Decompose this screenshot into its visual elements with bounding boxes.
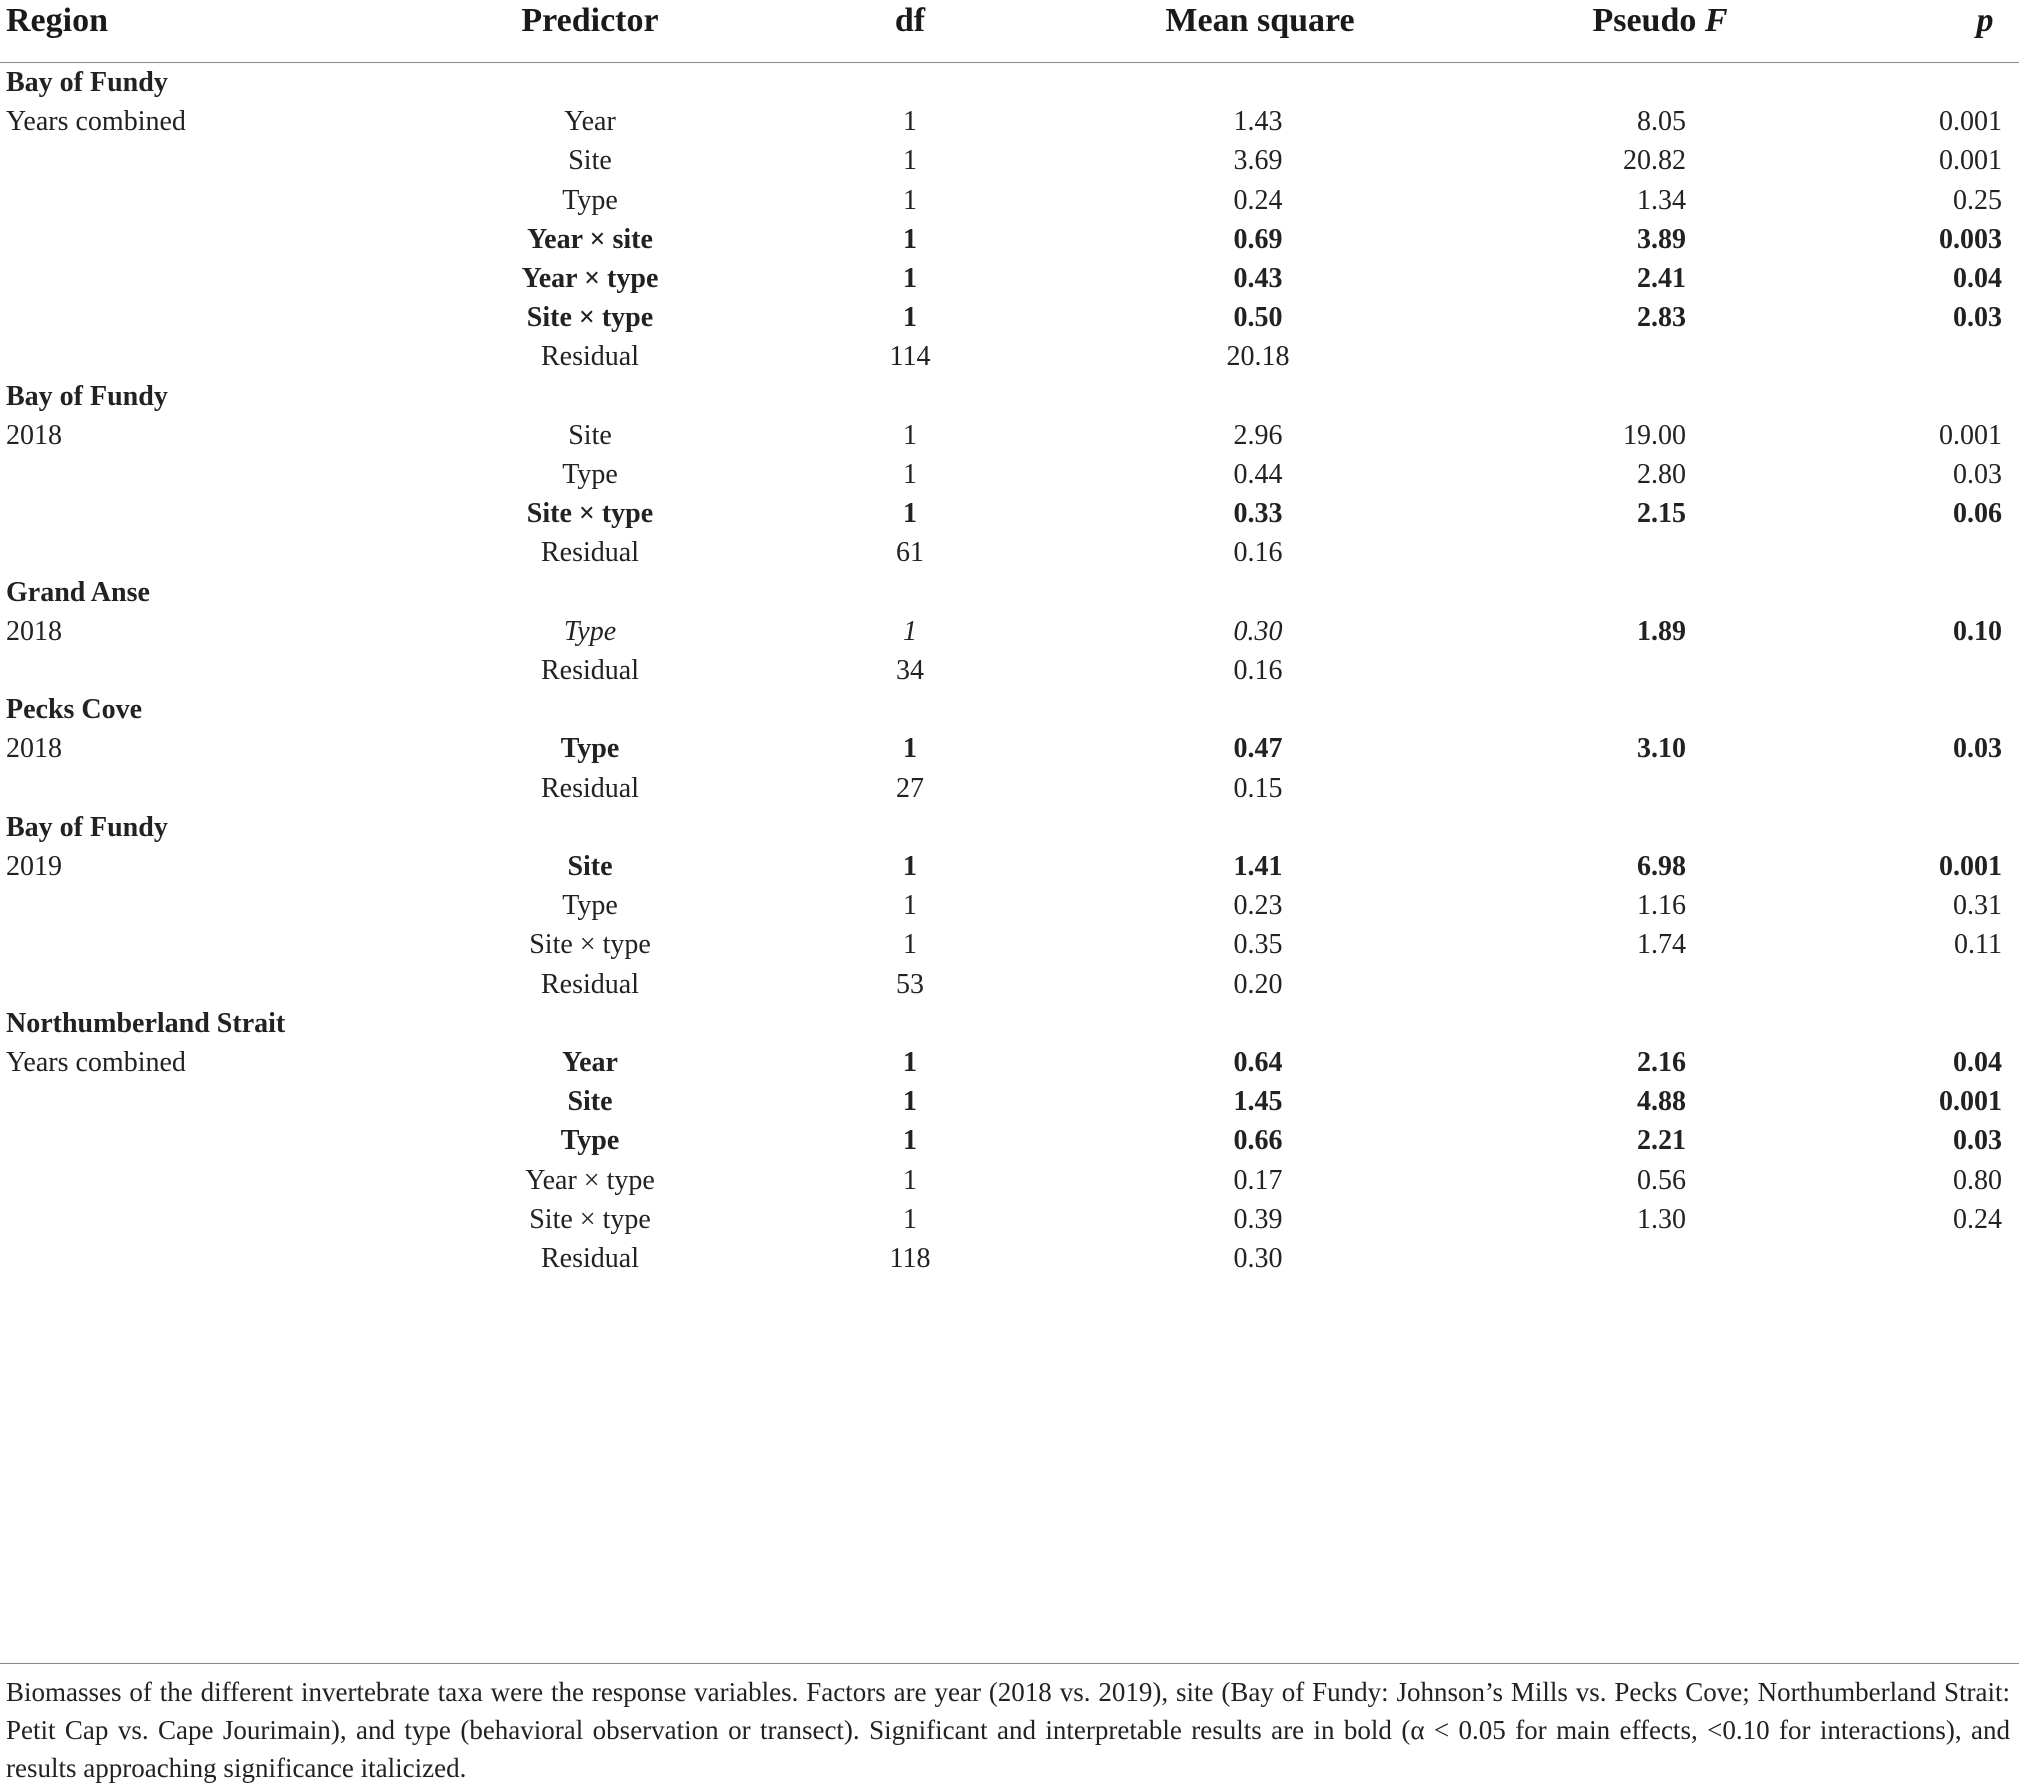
header-p: p (1976, 2, 1994, 39)
predictor-cell: Type (560, 1125, 620, 1157)
p-value-cell: 0.001 (1939, 1086, 2002, 1118)
p-value-cell: 0.06 (1953, 498, 2002, 530)
mean-square-cell: 0.47 (1233, 733, 1283, 765)
region-title: Bay of Fundy (6, 380, 168, 412)
table-footnote: Biomasses of the different invertebrate taxa were the response variables. Factors are year (2018 vs. 2019), site (Bay of Fundy: Johnson’s Mills vs. Pecks Cove; Northumberland Strait: Petit Cap vs. Cape Jourimain), and type (behavioral observation or transect). Significant and interpretable results are in bold (α < 0.05 for main effects, <0.10 for interactions), and results approaching significance italicized. (6, 1677, 2010, 1783)
p-value-cell: 0.001 (1939, 106, 2002, 138)
df-cell: 34 (896, 655, 924, 686)
df-cell: 1 (903, 263, 917, 294)
predictor-cell: Site (568, 419, 612, 451)
mean-square-cell: 0.16 (1233, 655, 1283, 686)
df-cell: 1 (903, 302, 917, 334)
pseudo-f-cell: 2.15 (1637, 498, 1686, 530)
df-cell: 1 (903, 459, 917, 490)
predictor-cell: Year × type (525, 1164, 655, 1196)
predictor-cell: Residual (541, 968, 639, 1000)
df-cell: 1 (903, 184, 917, 216)
mean-square-cell: 0.43 (1233, 263, 1283, 294)
pseudo-f-cell: 1.16 (1637, 890, 1686, 922)
predictor-cell: Year (564, 106, 616, 138)
df-cell: 1 (903, 929, 917, 961)
df-cell: 1 (903, 615, 917, 647)
p-value-cell: 0.10 (1953, 615, 2002, 647)
mean-square-cell: 1.43 (1233, 106, 1283, 138)
header-mean-square: Mean square (1165, 2, 1355, 39)
region-title: Pecks Cove (6, 694, 143, 726)
header-df: df (894, 2, 926, 39)
p-value-cell: 0.03 (1953, 302, 2002, 334)
pseudo-f-cell: 6.98 (1637, 851, 1686, 882)
df-cell: 1 (903, 106, 917, 138)
region-title: Bay of Fundy (6, 67, 168, 98)
p-value-cell: 0.001 (1939, 851, 2002, 882)
mean-square-cell: 0.44 (1233, 459, 1283, 490)
predictor-cell: Year × type (521, 263, 659, 294)
mean-square-cell: 0.23 (1233, 890, 1283, 922)
predictor-cell: Site × type (526, 498, 654, 530)
df-cell: 1 (903, 890, 917, 922)
p-value-cell: 0.25 (1953, 184, 2002, 216)
region-title: Northumberland Strait (6, 1007, 286, 1039)
row-label: Years combined (6, 106, 186, 138)
pseudo-f-cell: 8.05 (1637, 106, 1686, 138)
p-value-cell: 0.31 (1953, 890, 2002, 922)
df-cell: 118 (889, 1243, 931, 1274)
df-cell: 1 (903, 851, 917, 882)
predictor-cell: Residual (541, 537, 639, 569)
df-cell: 1 (903, 498, 917, 530)
df-cell: 53 (896, 968, 924, 1000)
mean-square-cell: 20.18 (1226, 341, 1290, 373)
predictor-cell: Year (562, 1047, 618, 1078)
predictor-cell: Residual (541, 655, 639, 686)
header-pseudo-f-var: F (1704, 2, 1728, 39)
predictor-cell: Residual (541, 1243, 639, 1274)
pseudo-f-cell: 4.88 (1637, 1086, 1686, 1118)
pseudo-f-cell: 1.30 (1637, 1203, 1686, 1235)
p-value-cell: 0.80 (1953, 1164, 2002, 1196)
predictor-cell: Type (562, 890, 618, 922)
p-value-cell: 0.001 (1939, 419, 2002, 451)
p-value-cell: 0.24 (1953, 1203, 2002, 1235)
pseudo-f-cell: 1.74 (1637, 929, 1686, 961)
header-region: Region (6, 2, 108, 39)
mean-square-cell: 0.69 (1233, 223, 1283, 255)
mean-square-cell: 0.15 (1233, 772, 1283, 804)
table-bottom-rule (0, 1663, 2019, 1664)
mean-square-cell: 0.33 (1233, 498, 1283, 530)
mean-square-cell: 1.41 (1233, 851, 1283, 882)
pseudo-f-cell: 2.16 (1637, 1047, 1686, 1078)
df-cell: 1 (903, 223, 917, 255)
pseudo-f-cell: 19.00 (1623, 419, 1686, 451)
predictor-cell: Type (560, 733, 620, 765)
predictor-cell: Site × type (529, 929, 651, 961)
mean-square-cell: 0.66 (1233, 1125, 1283, 1157)
df-cell: 1 (903, 1164, 917, 1196)
predictor-cell: Site × type (526, 302, 654, 334)
p-value-cell: 0.03 (1953, 1125, 2002, 1157)
p-value-cell: 0.03 (1953, 733, 2002, 765)
df-cell: 61 (896, 537, 924, 569)
p-value-cell: 0.003 (1939, 223, 2002, 255)
row-label: 2018 (6, 419, 62, 451)
region-title: Grand Anse (6, 576, 150, 608)
mean-square-cell: 0.30 (1233, 615, 1283, 647)
header-predictor: Predictor (521, 2, 659, 39)
mean-square-cell: 0.24 (1233, 184, 1283, 216)
header-pseudo-f-prefix: Pseudo (1592, 2, 1705, 39)
mean-square-cell: 0.20 (1233, 968, 1283, 1000)
predictor-cell: Type (562, 184, 618, 216)
mean-square-cell: 0.35 (1233, 929, 1283, 961)
predictor-cell: Site (567, 851, 613, 882)
row-label: 2018 (6, 615, 62, 647)
predictor-cell: Type (562, 459, 618, 490)
df-cell: 1 (903, 145, 917, 177)
predictor-cell: Residual (541, 772, 639, 804)
p-value-cell: 0.03 (1953, 459, 2002, 490)
mean-square-cell: 0.17 (1233, 1164, 1283, 1196)
predictor-cell: Type (563, 615, 617, 647)
row-label: 2019 (6, 851, 62, 882)
df-cell: 1 (903, 1047, 917, 1078)
pseudo-f-cell: 0.56 (1637, 1164, 1686, 1196)
pseudo-f-cell: 3.10 (1637, 733, 1686, 765)
p-value-cell: 0.001 (1939, 145, 2002, 177)
mean-square-cell: 0.30 (1233, 1243, 1283, 1274)
pseudo-f-cell: 2.80 (1637, 459, 1686, 490)
df-cell: 1 (903, 733, 917, 765)
df-cell: 1 (903, 419, 917, 451)
predictor-cell: Site (567, 1086, 613, 1118)
predictor-cell: Site × type (529, 1203, 651, 1235)
mean-square-cell: 2.96 (1233, 419, 1283, 451)
p-value-cell: 0.04 (1953, 263, 2002, 294)
region-title: Bay of Fundy (6, 811, 168, 843)
pseudo-f-cell: 20.82 (1623, 145, 1686, 177)
pseudo-f-cell: 1.89 (1637, 615, 1686, 647)
p-value-cell: 0.04 (1953, 1047, 2002, 1078)
p-value-cell: 0.11 (1954, 929, 2002, 961)
pseudo-f-cell: 3.89 (1637, 223, 1686, 255)
table-header (0, 0, 2019, 63)
predictor-cell: Year × site (527, 223, 653, 255)
predictor-cell: Residual (541, 341, 639, 373)
df-cell: 114 (889, 341, 931, 373)
table-row (0, 1234, 2019, 1284)
row-label: 2018 (6, 733, 62, 765)
df-cell: 1 (903, 1086, 917, 1118)
predictor-cell: Site (568, 145, 612, 177)
mean-square-cell: 0.39 (1233, 1203, 1283, 1235)
pseudo-f-cell: 2.41 (1637, 263, 1686, 294)
mean-square-cell: 3.69 (1233, 145, 1283, 177)
mean-square-cell: 1.45 (1233, 1086, 1283, 1118)
pseudo-f-cell: 2.83 (1637, 302, 1686, 334)
header-pseudo-f (1560, 0, 1760, 42)
pseudo-f-cell: 1.34 (1637, 184, 1686, 216)
mean-square-cell: 0.16 (1233, 537, 1283, 569)
mean-square-cell: 0.50 (1233, 302, 1283, 334)
pseudo-f-cell: 2.21 (1637, 1125, 1686, 1157)
mean-square-cell: 0.64 (1233, 1047, 1283, 1078)
df-cell: 1 (903, 1203, 917, 1235)
df-cell: 1 (903, 1125, 917, 1157)
df-cell: 27 (896, 772, 924, 804)
row-label: Years combined (6, 1047, 186, 1078)
